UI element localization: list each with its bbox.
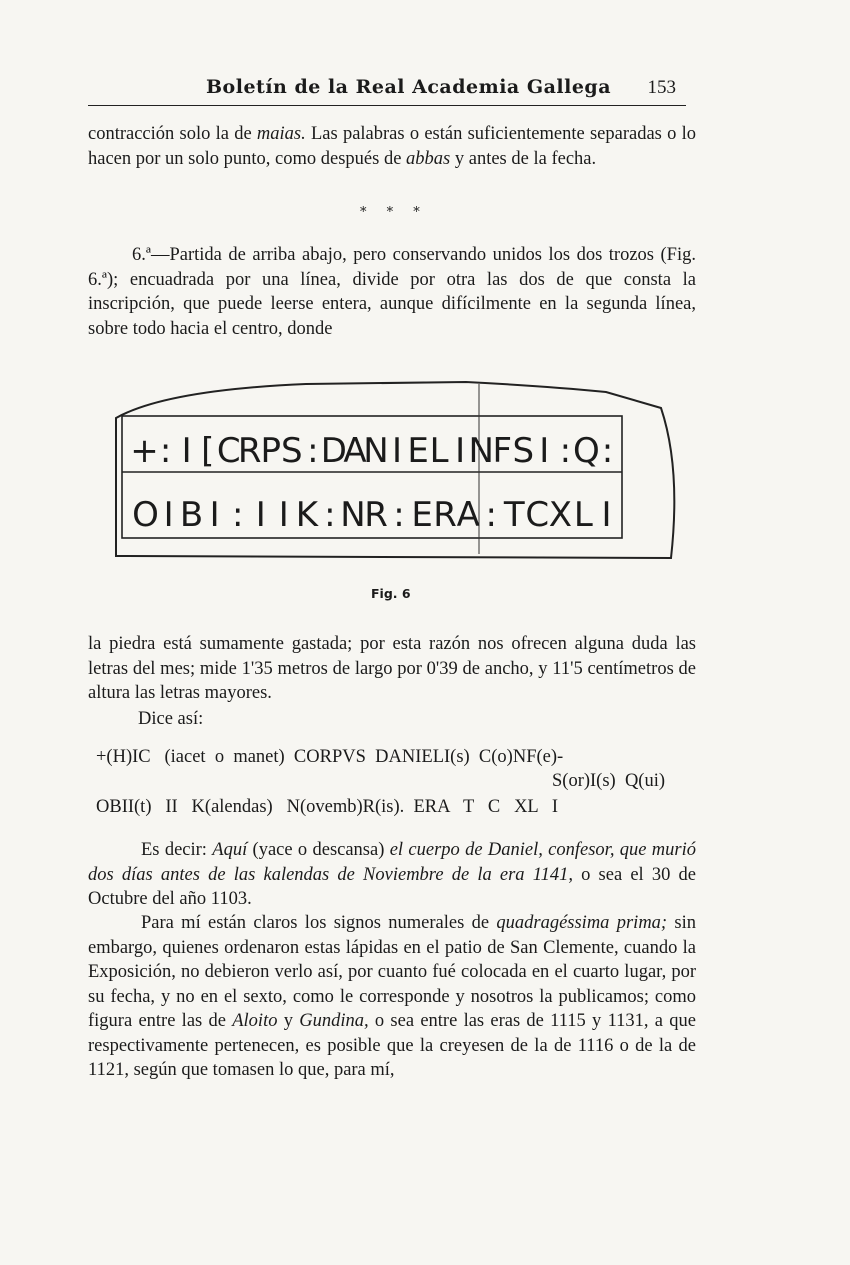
inscription-glyph: B <box>179 495 204 535</box>
inscription-glyph: : <box>231 495 244 535</box>
inscription-glyph: C <box>216 431 241 471</box>
inscription-glyph: [ <box>201 431 215 471</box>
inscription-glyph: : <box>307 431 319 471</box>
section-separator: * * * <box>360 205 428 220</box>
inscription-glyph: F <box>492 431 513 471</box>
inscription-glyph: I <box>209 495 220 535</box>
inscription-glyph: S <box>281 431 303 471</box>
paragraph-6: Para mí están claros los signos numerales de quadragéssima prima; sin embargo, quienes ordenaron estas lápidas en el patio de San Clemente, cuando la Exposición, no debieron verlo así, por cuanto fué colocada en el cuarto lugar, por su fecha, y no en el sexto, como le corresponde y nosotros la publicamos; como figura entre las de Aloito y Gundina, o sea entre las eras de 1115 y 1131, a que respectivamente pertenecen, es posible que la creyesen de la de 1116 o de la de 1121, según que tomasen lo que, para mí, <box>88 913 697 1080</box>
inscription-glyph: Q <box>573 431 600 471</box>
inscription-glyph: I <box>181 431 192 471</box>
inscription-glyph: : <box>601 431 614 471</box>
inscription-glyph: I <box>601 495 612 535</box>
paragraph-5: Es decir: Aquí (yace o descansa) el cuerpo de Daniel, confesor, que murió dos días antes de las kalendas de Noviembre de la era 1141, o sea el 30 de Octubre del año 1103. <box>88 840 697 909</box>
inscription-glyph: N <box>340 495 366 535</box>
paragraph-4: Dice así: <box>138 709 204 729</box>
inscription-glyph: : <box>485 495 497 535</box>
transcription-line-3: OBII(t) II K(alendas) N(ovemb)R(is). ERA T C XL I <box>96 797 559 817</box>
inscription-glyph: : <box>324 495 336 535</box>
paragraph-2: 6.ª—Partida de arriba abajo, pero conservando unidos los dos trozos (Fig. 6.ª); encuadrada por una línea, divide por otra las dos de que consta la inscripción, que puede leerse entera, aunque difícilmente en la segunda línea, sobre todo hacia el centro, donde <box>88 245 696 339</box>
paragraph-3: la piedra está sumamente gastada; por esta razón nos ofrecen alguna duda las letras del mes; mide 1'35 metros de largo por 0'39 de ancho, y 11'5 centímetros de altura las letras mayores. <box>88 634 696 703</box>
inscription-glyph: I <box>391 431 403 471</box>
running-header <box>88 74 688 104</box>
inscription-glyph: L <box>429 431 449 471</box>
inscription-glyph: : <box>559 431 572 471</box>
inscription-glyph: N <box>468 431 494 471</box>
inscription-glyph: O <box>132 495 159 535</box>
inscription-glyph: T <box>503 495 525 535</box>
inscription-figure <box>106 378 686 568</box>
transcription-line-2: S(or)I(s) Q(ui) <box>552 771 666 791</box>
inscription-glyph: R <box>433 495 457 535</box>
inscription-glyph: I <box>255 495 266 535</box>
inscription-drawing <box>106 378 686 568</box>
paragraph-1: contracción solo la de maias. Las palabras o están suficientemente separadas o lo hacen por un solo punto, como después de abbas y antes de la fecha. <box>88 124 696 169</box>
inscription-glyph: I <box>278 495 289 535</box>
inscription-glyph: E <box>407 431 429 471</box>
inscription-glyph: E <box>411 495 433 535</box>
inscription-glyph: L <box>573 495 593 535</box>
inscription-glyph: D <box>320 431 347 471</box>
inscription-glyph: R <box>237 431 262 471</box>
inscription-glyph: X <box>548 495 573 535</box>
page-number: 153 <box>647 77 676 98</box>
inscription-glyph: I <box>455 431 466 471</box>
inscription-glyph: C <box>525 495 550 535</box>
inscription-glyph: S <box>512 431 535 471</box>
journal-title: Boletín de la Real Academia Gallega <box>206 76 612 98</box>
inscription-glyph: : <box>159 431 172 471</box>
inscription-glyph: P <box>260 431 282 471</box>
inscription-glyph: K <box>295 495 319 535</box>
inscription-glyph: I <box>539 431 550 471</box>
inscription-glyph: A <box>456 495 480 535</box>
inscription-glyph: : <box>393 495 405 535</box>
header-rule <box>88 105 686 106</box>
transcription-line-1: +(H)IC (iacet o manet) CORPVS DANIELI(s) C(o)NF(e)- <box>96 747 564 767</box>
inscription-glyph: + <box>130 431 159 471</box>
inscription-glyph: N <box>363 431 389 471</box>
figure-caption: Fig. 6 <box>371 586 411 601</box>
inscription-glyph: A <box>343 431 367 471</box>
inscription-glyph: I <box>163 495 174 535</box>
inscription-glyph: R <box>364 495 388 535</box>
